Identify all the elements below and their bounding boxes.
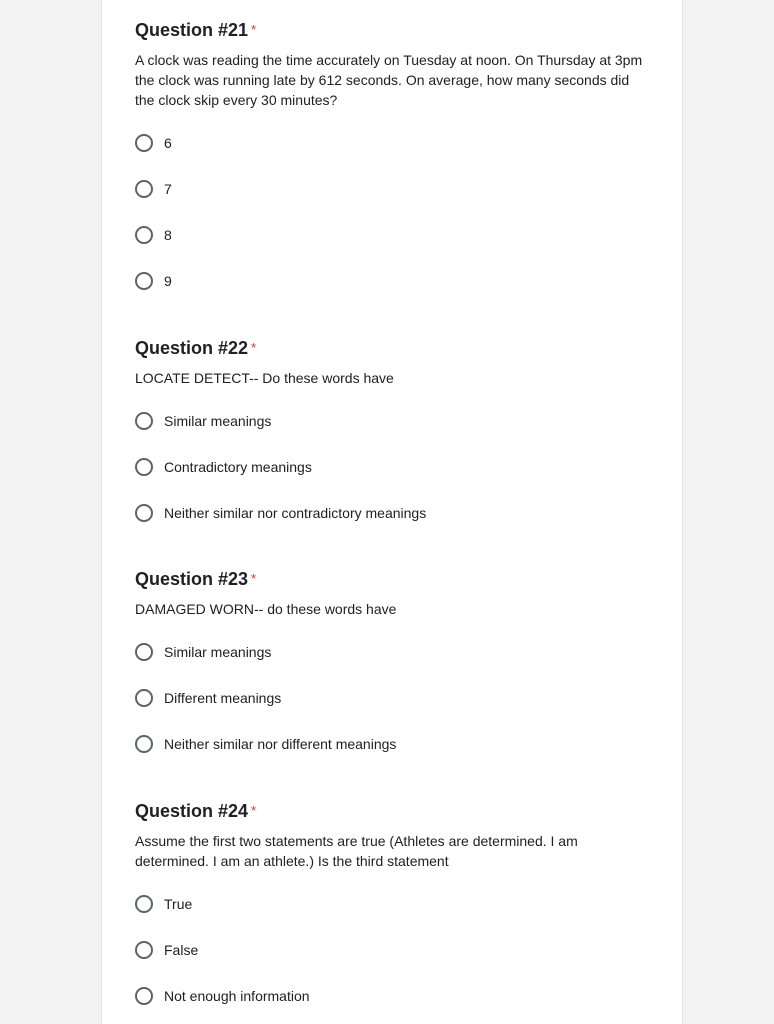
question-23 xyxy=(135,568,645,767)
radio-button[interactable] xyxy=(135,180,153,198)
radio-group xyxy=(135,629,645,767)
option-label: 7 xyxy=(164,181,172,197)
option-label: True xyxy=(164,896,193,912)
radio-button[interactable] xyxy=(135,226,153,244)
radio-group xyxy=(135,398,645,536)
option-label: Different meanings xyxy=(164,690,282,706)
form-card xyxy=(101,0,683,1024)
required-asterisk: * xyxy=(251,22,257,37)
radio-option[interactable] xyxy=(135,490,645,536)
question-text: DAMAGED WORN-- do these words have xyxy=(135,601,397,617)
option-label: False xyxy=(164,942,199,958)
radio-button[interactable] xyxy=(135,895,153,913)
radio-button[interactable] xyxy=(135,689,153,707)
option-label: 8 xyxy=(164,227,172,243)
option-label: Not enough information xyxy=(164,988,310,1004)
question-text: Assume the first two statements are true (Athletes are determined. I am determined. I am an athlete.) Is the third statement xyxy=(135,833,578,869)
radio-button[interactable] xyxy=(135,643,153,661)
radio-button[interactable] xyxy=(135,941,153,959)
radio-button[interactable] xyxy=(135,987,153,1005)
required-asterisk: * xyxy=(251,803,257,818)
required-asterisk: * xyxy=(251,340,257,355)
radio-group xyxy=(135,881,645,1019)
question-24 xyxy=(135,800,645,1019)
radio-button[interactable] xyxy=(135,272,153,290)
radio-option[interactable] xyxy=(135,212,645,258)
radio-button[interactable] xyxy=(135,504,153,522)
radio-button[interactable] xyxy=(135,134,153,152)
question-22 xyxy=(135,337,645,536)
radio-option[interactable] xyxy=(135,721,645,767)
option-label: Similar meanings xyxy=(164,413,272,429)
option-label: Contradictory meanings xyxy=(164,459,312,475)
radio-button[interactable] xyxy=(135,412,153,430)
radio-option[interactable] xyxy=(135,444,645,490)
radio-option[interactable] xyxy=(135,629,645,675)
radio-option[interactable] xyxy=(135,166,645,212)
option-label: Neither similar nor different meanings xyxy=(164,736,397,752)
question-text: A clock was reading the time accurately on Tuesday at noon. On Thursday at 3pm the clock was running late by 612 seconds. On average, how many seconds did the clock skip every 30 minutes? xyxy=(135,52,643,108)
question-text: LOCATE DETECT-- Do these words have xyxy=(135,370,394,386)
option-label: Similar meanings xyxy=(164,644,272,660)
question-title: Question #22 * xyxy=(135,338,257,358)
option-label: 6 xyxy=(164,135,172,151)
radio-button[interactable] xyxy=(135,458,153,476)
radio-option[interactable] xyxy=(135,120,645,166)
radio-group xyxy=(135,120,645,304)
option-label: 9 xyxy=(164,273,172,289)
radio-option[interactable] xyxy=(135,973,645,1019)
option-label: Neither similar nor contradictory meanings xyxy=(164,505,427,521)
radio-option[interactable] xyxy=(135,258,645,304)
question-title: Question #24 * xyxy=(135,801,257,821)
question-title: Question #23 * xyxy=(135,569,257,589)
radio-option[interactable] xyxy=(135,927,645,973)
radio-option[interactable] xyxy=(135,675,645,721)
required-asterisk: * xyxy=(251,571,257,586)
question-21 xyxy=(135,19,645,304)
radio-option[interactable] xyxy=(135,881,645,927)
question-title: Question #21 * xyxy=(135,20,257,40)
radio-option[interactable] xyxy=(135,398,645,444)
radio-button[interactable] xyxy=(135,735,153,753)
